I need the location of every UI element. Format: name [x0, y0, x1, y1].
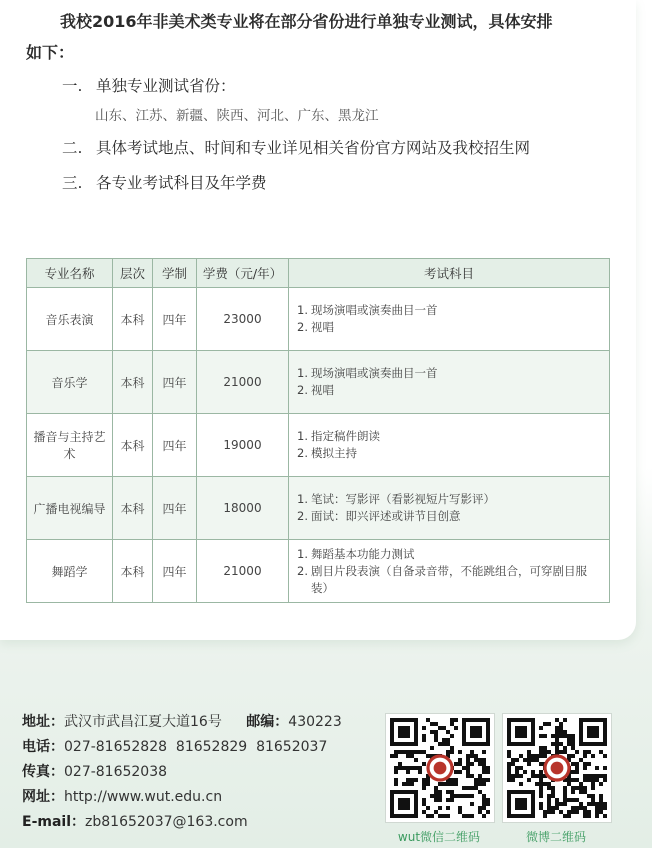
cell-exams	[289, 351, 610, 414]
exam-item	[297, 563, 601, 597]
phone-label: 电话：	[22, 739, 64, 755]
weibo-qr-code	[502, 713, 612, 823]
address-value: 武汉市武昌江夏大道16号	[64, 714, 222, 730]
zip-label: 邮编：	[246, 714, 289, 730]
cell-major: 广播电视编导	[27, 477, 113, 540]
exam-item	[297, 546, 601, 563]
cell-years: 四年	[153, 288, 197, 351]
exam-text: 视唱	[311, 383, 334, 397]
cell-exams	[289, 540, 610, 603]
cell-level: 本科	[113, 414, 153, 477]
cell-years: 四年	[153, 351, 197, 414]
section-2	[62, 136, 530, 158]
exam-text: 舞蹈基本功能力测试	[311, 546, 415, 561]
exam-number: 1.	[297, 429, 308, 443]
exam-item	[297, 302, 601, 319]
table-row	[27, 414, 610, 477]
intro-paragraph	[26, 6, 626, 68]
cell-major: 音乐表演	[27, 288, 113, 351]
fax-label: 传真：	[22, 764, 64, 780]
fax-row	[22, 760, 342, 785]
exam-text: 面试：即兴评述或讲节目创意	[311, 509, 461, 523]
table-row	[27, 477, 610, 540]
cell-years: 四年	[153, 414, 197, 477]
exam-text: 剧目片段表演（自备录音带，不能跳组合，可穿剧目服装）	[311, 563, 587, 595]
exam-text: 视唱	[311, 320, 334, 334]
exam-item	[297, 365, 601, 382]
cell-level: 本科	[113, 477, 153, 540]
cell-fee: 19000	[197, 414, 289, 477]
email-label: E-mail：	[22, 814, 86, 830]
table-row	[27, 288, 610, 351]
cell-years: 四年	[153, 477, 197, 540]
exam-number: 1.	[297, 492, 308, 506]
exam-text: 指定稿件朗读	[311, 429, 380, 443]
web-link[interactable]: http://www.wut.edu.cn	[64, 789, 223, 805]
section-text: 各专业考试科目及年学费	[96, 174, 267, 192]
section-number: 三.	[62, 174, 83, 192]
exam-text: 现场演唱或演奏曲目一首	[311, 366, 438, 380]
exam-text: 模拟主持	[311, 446, 357, 460]
phone-row	[22, 735, 342, 760]
intro-line-2: 如下：	[26, 43, 75, 62]
cell-exams	[289, 414, 610, 477]
exam-number: 2.	[297, 383, 308, 397]
wechat-qr-label: wut微信二维码	[397, 830, 481, 844]
cell-level: 本科	[113, 288, 153, 351]
exam-number: 2.	[297, 563, 308, 578]
wechat-qr-code	[385, 713, 495, 823]
cell-years: 四年	[153, 540, 197, 603]
section-3	[62, 171, 267, 193]
header-fee: 学费（元/年）	[197, 259, 289, 288]
province-list: 山东、江苏、新疆、陕西、河北、广东、黑龙江	[95, 108, 379, 124]
web-row	[22, 785, 342, 810]
table-header-row	[27, 259, 610, 288]
section-text: 具体考试地点、时间和专业详见相关省份官方网站及我校招生网	[96, 139, 531, 157]
fax-value: 027-81652038	[64, 764, 168, 780]
zip-value: 430223	[288, 714, 342, 730]
email-row	[22, 810, 342, 835]
table-row	[27, 540, 610, 603]
exam-number: 2.	[297, 509, 308, 523]
cell-fee: 18000	[197, 477, 289, 540]
header-level: 层次	[113, 259, 153, 288]
exam-number: 1.	[297, 366, 308, 380]
exam-item	[297, 319, 601, 336]
cell-fee: 23000	[197, 288, 289, 351]
web-label: 网址：	[22, 789, 64, 805]
header-exams: 考试科目	[289, 259, 610, 288]
exam-item	[297, 445, 601, 462]
exam-number: 2.	[297, 446, 308, 460]
address-label: 地址：	[22, 714, 64, 730]
table-row	[27, 351, 610, 414]
section-number: 二.	[62, 139, 83, 157]
cell-level: 本科	[113, 540, 153, 603]
intro-line-1: 我校2016年非美术类专业将在部分省份进行单独专业测试，具体安排	[60, 12, 553, 31]
exam-item	[297, 491, 601, 508]
contact-block	[22, 710, 342, 835]
address-row	[22, 710, 342, 735]
cell-major: 播音与主持艺术	[27, 414, 113, 477]
cell-major: 音乐学	[27, 351, 113, 414]
exam-item	[297, 428, 601, 445]
email-link[interactable]: zb81652037@163.com	[85, 814, 248, 830]
cell-fee: 21000	[197, 351, 289, 414]
exam-item	[297, 508, 601, 525]
section-text: 单独专业测试省份：	[96, 77, 236, 95]
header-years: 学制	[153, 259, 197, 288]
exam-item	[297, 382, 601, 399]
exam-text: 现场演唱或演奏曲目一首	[311, 303, 438, 317]
header-major: 专业名称	[27, 259, 113, 288]
cell-level: 本科	[113, 351, 153, 414]
phone-value: 027-81652828 81652829 81652037	[64, 739, 328, 755]
exam-number: 1.	[297, 303, 308, 317]
section-number: 一.	[62, 77, 83, 95]
weibo-qr-label: 微博二维码	[525, 830, 586, 844]
exam-number: 2.	[297, 320, 308, 334]
cell-exams	[289, 288, 610, 351]
cell-major: 舞蹈学	[27, 540, 113, 603]
cell-fee: 21000	[197, 540, 289, 603]
cell-exams	[289, 477, 610, 540]
fee-table	[26, 258, 610, 603]
section-1	[62, 74, 236, 96]
exam-text: 笔试：写影评（看影视短片写影评）	[311, 492, 495, 506]
exam-number: 1.	[297, 546, 308, 561]
